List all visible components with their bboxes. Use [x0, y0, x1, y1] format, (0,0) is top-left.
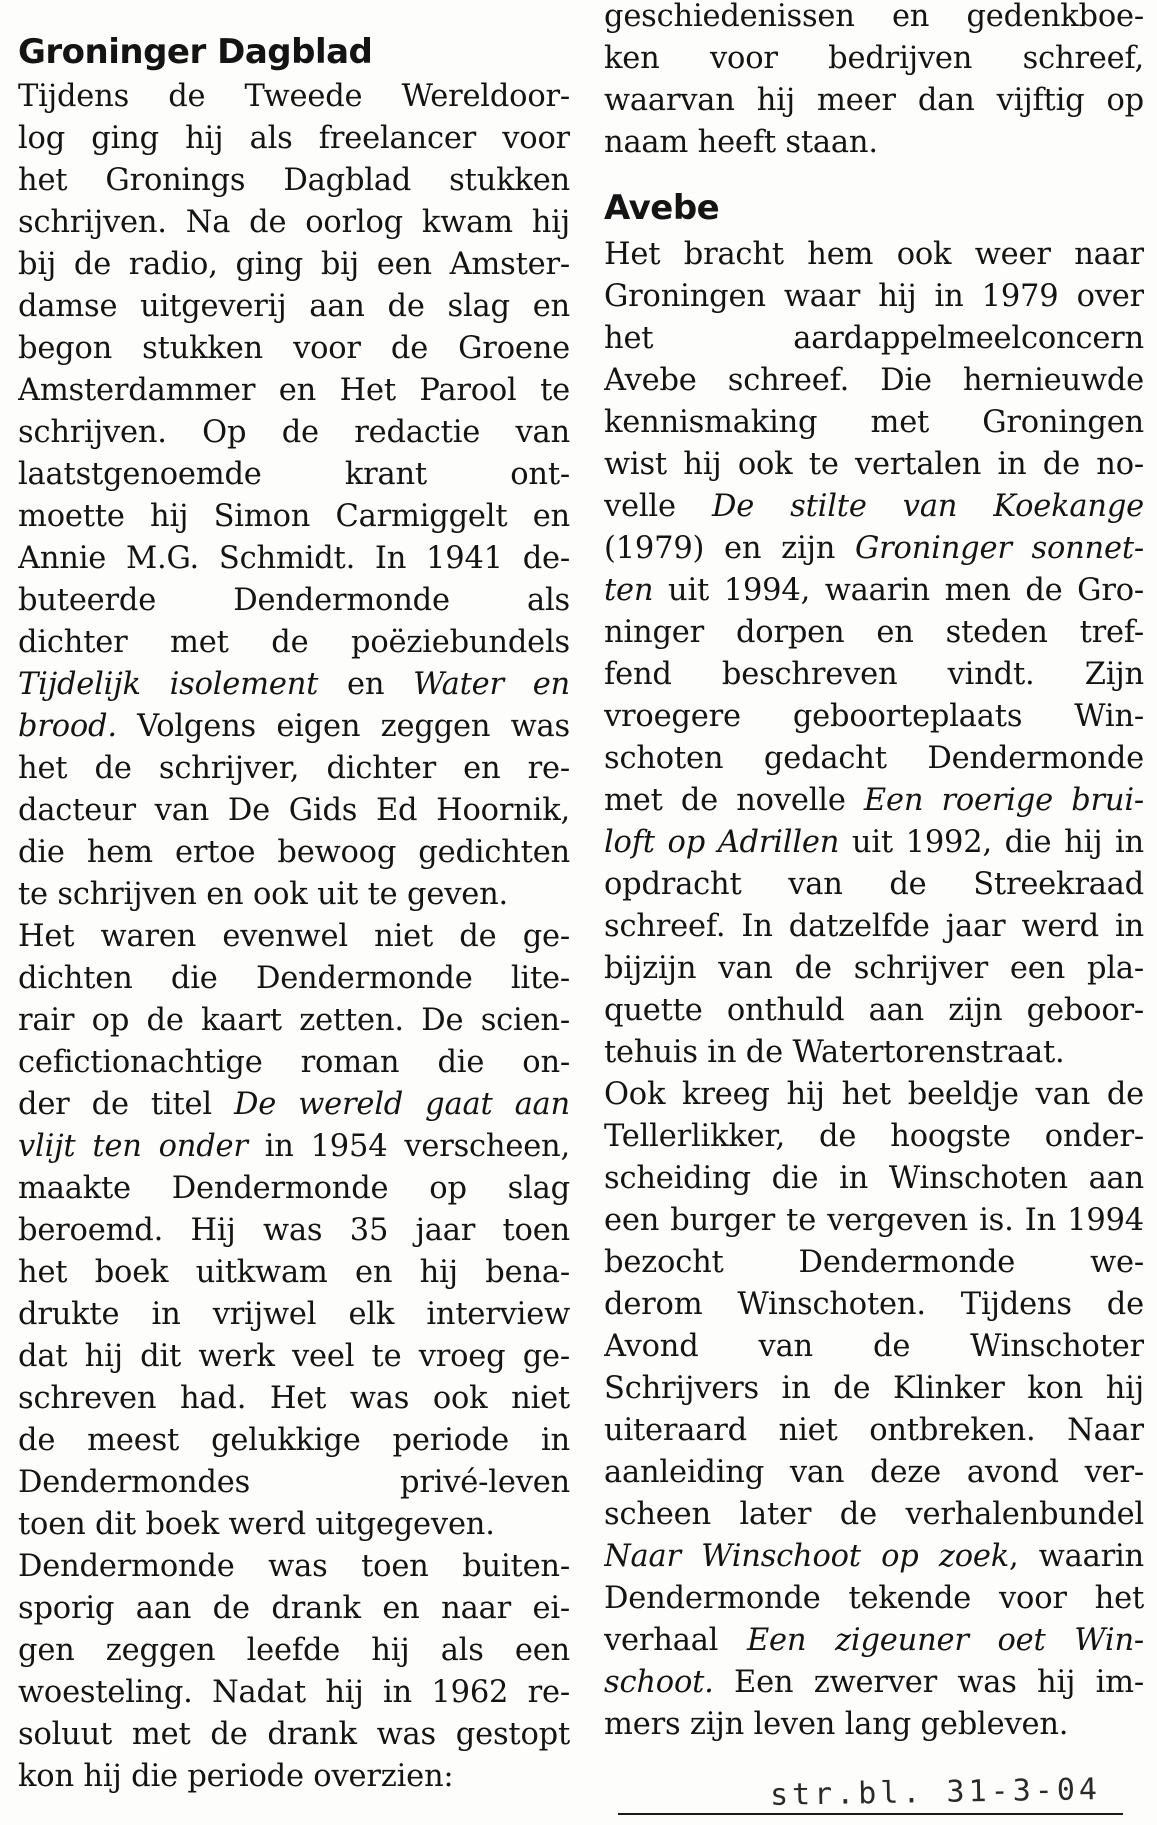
- text-segment: Schrijvers in de Klinker kon hij: [604, 1371, 1144, 1406]
- text-line: [18, 1588, 570, 1630]
- text-line: [18, 328, 570, 370]
- text-line: [604, 318, 1144, 360]
- text-segment: tehuis in de Watertorenstraat.: [604, 1035, 1065, 1070]
- text-segment: maakte Dendermonde op slag: [18, 1171, 570, 1206]
- text-segment: (1979) en zijn: [604, 531, 855, 566]
- text-line: [604, 122, 1144, 164]
- text-segment: Avebe schreef. Die hernieuwde: [604, 363, 1144, 398]
- text-segment: rair op de kaart zetten. De scien-: [18, 1003, 570, 1038]
- text-line: [18, 1294, 570, 1336]
- text-segment: Annie M.G. Schmidt. In 1941 de-: [18, 541, 570, 576]
- text-segment: ninger dorpen en steden tref-: [604, 615, 1144, 650]
- text-segment: Tijdens de Tweede Wereldoor-: [18, 79, 570, 114]
- text-line: [18, 1714, 570, 1756]
- text-line: [18, 748, 570, 790]
- text-line: [18, 790, 570, 832]
- text-line: [604, 906, 1144, 948]
- text-segment: kennismaking met Groningen: [604, 405, 1144, 440]
- text-segment: uit 1992, die hij in: [839, 825, 1144, 860]
- text-segment: naam heeft staan.: [604, 125, 878, 160]
- text-segment: met de novelle: [604, 783, 864, 818]
- text-segment: Het bracht hem ook weer naar: [604, 237, 1144, 272]
- text-line: [604, 822, 1144, 864]
- text-line: [18, 202, 570, 244]
- text-segment: mers zijn leven lang gebleven.: [604, 1707, 1069, 1742]
- text-segment: waarvan hij meer dan vijftig op: [604, 83, 1144, 118]
- text-segment: scheiding die in Winschoten aan: [604, 1161, 1144, 1196]
- text-line: [18, 1084, 570, 1126]
- text-segment: toen dit boek werd uitgegeven.: [18, 1507, 495, 1542]
- text-line: [18, 1168, 570, 1210]
- text-line: [604, 1662, 1144, 1704]
- text-segment: het aardappelmeelconcern: [604, 321, 1144, 356]
- left-column-body: [18, 76, 570, 1798]
- text-segment: het de schrijver, dichter en re-: [18, 751, 570, 786]
- text-line: [604, 1200, 1144, 1242]
- text-segment: Volgens eigen zeggen was: [116, 709, 570, 744]
- text-segment: in 1954 verscheen,: [247, 1129, 570, 1164]
- italic-title: schoot.: [604, 1665, 714, 1700]
- text-segment: bezocht Dendermonde we-: [604, 1245, 1144, 1280]
- italic-title: vlijt ten onder: [18, 1129, 248, 1164]
- text-line: [18, 1210, 570, 1252]
- text-line: [604, 1536, 1144, 1578]
- text-segment: schreven had. Het was ook niet: [18, 1381, 570, 1416]
- text-segment: Het waren evenwel niet de ge-: [18, 919, 570, 954]
- text-line: [18, 1126, 570, 1168]
- italic-title: Tijdelijk isolement: [18, 667, 319, 702]
- text-segment: damse uitgeverij aan de slag en: [18, 289, 570, 324]
- text-line: [18, 1672, 570, 1714]
- text-line: [604, 1452, 1144, 1494]
- text-segment: moette hij Simon Carmiggelt en: [18, 499, 570, 534]
- text-line: [604, 1368, 1144, 1410]
- text-segment: de meest gelukkige periode in: [18, 1423, 570, 1458]
- text-segment: Dendermonde was toen buiten-: [18, 1549, 570, 1584]
- text-line: [604, 696, 1144, 738]
- text-line: [604, 528, 1144, 570]
- italic-title: De wereld gaat aan: [234, 1087, 570, 1122]
- italic-title: Water en: [413, 667, 570, 702]
- text-line: [604, 402, 1144, 444]
- text-segment: schreef. In datzelfde jaar werd in: [604, 909, 1144, 944]
- italic-title: De stilte van Koekange: [711, 489, 1144, 524]
- text-segment: laatstgenoemde krant ont-: [18, 457, 570, 492]
- text-segment: quette onthuld aan zijn geboor-: [604, 993, 1144, 1028]
- text-line: [18, 1756, 570, 1798]
- text-line: [604, 1620, 1144, 1662]
- text-segment: dichten die Dendermonde lite-: [18, 961, 570, 996]
- text-line: [18, 1462, 570, 1504]
- text-segment: Amsterdammer en Het Parool te: [18, 373, 570, 408]
- text-line: [604, 444, 1144, 486]
- text-segment: bij de radio, ging bij een Amster-: [18, 247, 570, 282]
- italic-title: Een roerige brui-: [863, 783, 1144, 818]
- text-segment: begon stukken voor de Groene: [18, 331, 570, 366]
- text-line: [18, 538, 570, 580]
- text-line: [604, 1284, 1144, 1326]
- text-segment: bijzijn van de schrijver een pla-: [604, 951, 1144, 986]
- text-line: [604, 864, 1144, 906]
- right-column: [604, 0, 1144, 1746]
- text-segment: Avond van de Winschoter: [604, 1329, 1144, 1364]
- text-line: [18, 706, 570, 748]
- text-segment: die hem ertoe bewoog gedichten: [18, 835, 570, 870]
- text-line: [18, 118, 570, 160]
- text-segment: sporig aan de drank en naar ei-: [18, 1591, 570, 1626]
- text-line: [604, 360, 1144, 402]
- text-line: [18, 1042, 570, 1084]
- text-segment: Dendermondes privé-leven: [18, 1465, 570, 1500]
- text-line: [18, 958, 570, 1000]
- italic-title: Een zigeuner oet Win-: [746, 1623, 1144, 1658]
- text-line: [18, 874, 570, 916]
- text-segment: verhaal: [604, 1623, 747, 1658]
- text-segment: schrijven. Na de oorlog kwam hij: [18, 205, 570, 240]
- text-line: [18, 1504, 570, 1546]
- right-column-intro: [604, 0, 1144, 164]
- text-segment: fend beschreven vindt. Zijn: [604, 657, 1144, 692]
- text-line: [604, 990, 1144, 1032]
- text-line: [18, 286, 570, 328]
- text-line: [18, 412, 570, 454]
- text-segment: beroemd. Hij was 35 jaar toen: [18, 1213, 570, 1248]
- text-line: [604, 654, 1144, 696]
- text-segment: ken voor bedrijven schreef,: [604, 41, 1144, 76]
- text-segment: schoten gedacht Dendermonde: [604, 741, 1144, 776]
- text-segment: der de titel: [18, 1087, 235, 1122]
- text-line: [18, 1000, 570, 1042]
- text-line: [604, 612, 1144, 654]
- text-line: [604, 738, 1144, 780]
- text-segment: vroegere geboorteplaats Win-: [604, 699, 1144, 734]
- text-segment: een burger te vergeven is. In 1994: [604, 1203, 1144, 1238]
- text-segment: log ging hij als freelancer voor: [18, 121, 570, 156]
- text-line: [18, 916, 570, 958]
- text-segment: drukte in vrijwel elk interview: [18, 1297, 570, 1332]
- text-segment: velle: [604, 489, 712, 524]
- text-line: [604, 1032, 1144, 1074]
- text-line: [18, 496, 570, 538]
- italic-title: ten: [604, 573, 654, 608]
- text-line: [18, 832, 570, 874]
- text-line: [18, 1378, 570, 1420]
- text-line: [604, 948, 1144, 990]
- text-segment: het Gronings Dagblad stukken: [18, 163, 570, 198]
- text-segment: kon hij die periode overzien:: [18, 1759, 454, 1794]
- text-line: [604, 486, 1144, 528]
- text-line: [18, 622, 570, 664]
- text-line: [604, 80, 1144, 122]
- text-line: [604, 1116, 1144, 1158]
- text-line: [18, 1252, 570, 1294]
- text-line: [18, 370, 570, 412]
- text-segment: wist hij ook te vertalen in de no-: [604, 447, 1144, 482]
- text-line: [18, 664, 570, 706]
- section-heading-groninger-dagblad: Groninger Dagblad: [18, 32, 373, 72]
- text-line: [18, 580, 570, 622]
- text-line: [18, 1420, 570, 1462]
- text-segment: dat hij dit werk veel te vroeg ge-: [18, 1339, 570, 1374]
- text-line: [604, 1578, 1144, 1620]
- text-line: [18, 454, 570, 496]
- text-line: [18, 1546, 570, 1588]
- text-segment: Dendermonde tekende voor het: [604, 1581, 1144, 1616]
- text-segment: aanleiding van deze avond ver-: [604, 1455, 1144, 1490]
- text-line: [604, 276, 1144, 318]
- text-line: [604, 1494, 1144, 1536]
- text-segment: uiteraard niet ontbreken. Naar: [604, 1413, 1144, 1448]
- text-line: [604, 1074, 1144, 1116]
- text-segment: buteerde Dendermonde als: [18, 583, 570, 618]
- text-segment: cefictionachtige roman die on-: [18, 1045, 570, 1080]
- text-segment: dichter met de poëziebundels: [18, 625, 570, 660]
- text-segment: Ook kreeg hij het beeldje van de: [604, 1077, 1144, 1112]
- italic-title: Naar Winschoot op zoek: [604, 1539, 1009, 1574]
- text-segment: dacteur van De Gids Ed Hoornik,: [18, 793, 570, 828]
- text-segment: derom Winschoten. Tijdens de: [604, 1287, 1144, 1322]
- left-column: [18, 0, 570, 1798]
- text-line: [604, 1158, 1144, 1200]
- text-line: [604, 38, 1144, 80]
- text-segment: Tellerlikker, de hoogste onder-: [604, 1119, 1144, 1154]
- text-line: [604, 1242, 1144, 1284]
- text-segment: opdracht van de Streekraad: [604, 867, 1144, 902]
- text-segment: geschiedenissen en gedenkboe-: [604, 0, 1144, 34]
- text-line: [604, 570, 1144, 612]
- text-line: [604, 1704, 1144, 1746]
- text-line: [604, 1410, 1144, 1452]
- text-segment: uit 1994, waarin men de Gro-: [653, 573, 1144, 608]
- text-line: [18, 1630, 570, 1672]
- text-segment: woesteling. Nadat hij in 1962 re-: [18, 1675, 570, 1710]
- text-line: [18, 76, 570, 118]
- text-line: [18, 244, 570, 286]
- footer-rule: [618, 1813, 1123, 1815]
- text-line: [604, 0, 1144, 38]
- text-segment: Groningen waar hij in 1979 over: [604, 279, 1144, 314]
- right-column-body: [604, 234, 1144, 1746]
- text-segment: scheen later de verhalenbundel: [604, 1497, 1144, 1532]
- italic-title: loft op Adrillen: [604, 825, 840, 860]
- text-line: [604, 234, 1144, 276]
- section-heading-avebe: Avebe: [604, 188, 720, 228]
- handwritten-date-note: str.bl. 31-3-04: [769, 1772, 1102, 1813]
- text-line: [604, 780, 1144, 822]
- text-segment: gen zeggen leefde hij als een: [18, 1633, 570, 1668]
- italic-title: brood.: [18, 709, 117, 744]
- text-line: [18, 160, 570, 202]
- text-line: [604, 1326, 1144, 1368]
- italic-title: Groninger sonnet-: [855, 531, 1144, 566]
- text-segment: en: [318, 667, 414, 702]
- text-line: [18, 1336, 570, 1378]
- text-segment: schrijven. Op de redactie van: [18, 415, 570, 450]
- text-segment: soluut met de drank was gestopt: [18, 1717, 570, 1752]
- text-segment: het boek uitkwam en hij bena-: [18, 1255, 570, 1290]
- text-segment: , waarin: [1009, 1539, 1144, 1574]
- text-segment: te schrijven en ook uit te geven.: [18, 877, 509, 912]
- text-segment: Een zwerver was hij im-: [713, 1665, 1144, 1700]
